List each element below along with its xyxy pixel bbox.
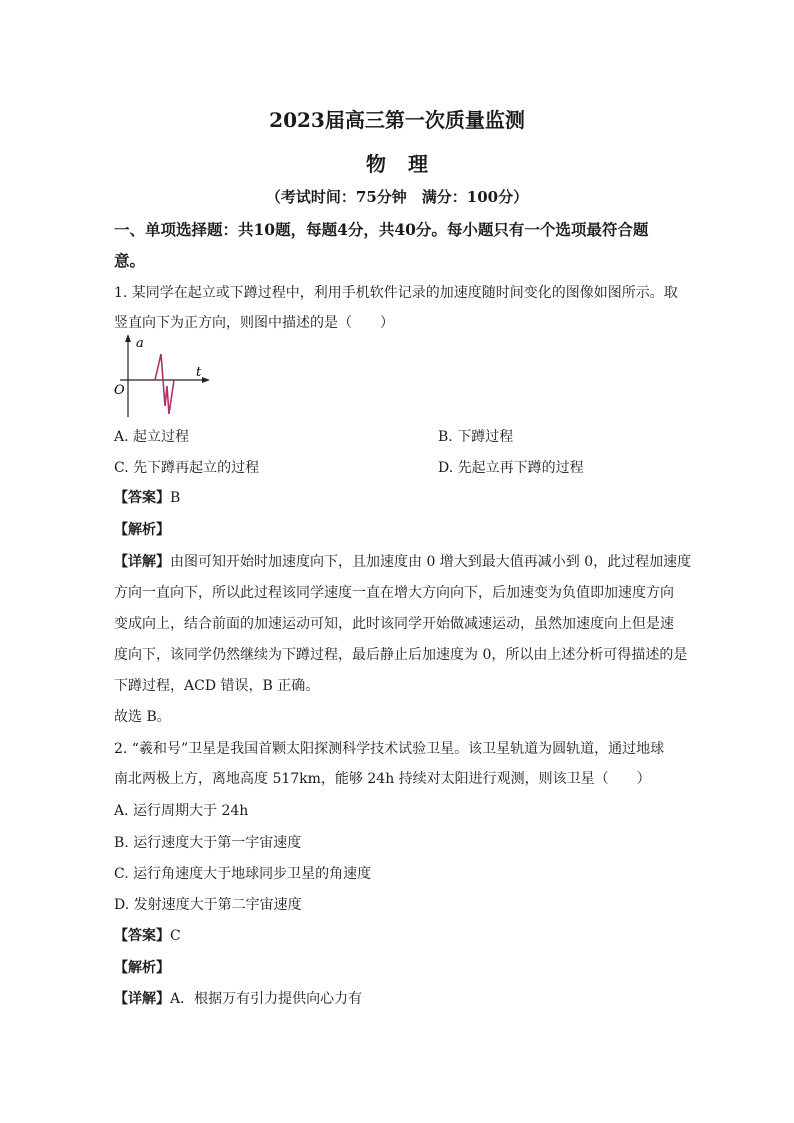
- t-axis-arrow: [202, 377, 210, 383]
- section-heading-line-2: 意。: [114, 251, 146, 270]
- acceleration-time-graph: [108, 332, 218, 422]
- subject-char-2: 理: [408, 152, 428, 176]
- answer-tag: 【答案】: [114, 490, 170, 506]
- q1-detail-line-4: 度向下，该同学仍然继续为下蹲过程，最后静止后加速度为 0，所以由上述分析可得描述的是: [114, 647, 688, 663]
- q1-option-d: D. 先起立再下蹲的过程: [438, 460, 584, 476]
- page-title: 2023届高三第一次质量监测: [269, 108, 525, 132]
- q2-option-b: B. 运行速度大于第一宇宙速度: [114, 835, 302, 851]
- detail-text: 由图可知开始时加速度向下，且加速度由 0 增大到最大值再减小到 0，此过程加速度: [170, 554, 692, 570]
- origin-label: O: [114, 383, 125, 398]
- q1-stem-line-2: 竖直向下为正方向，则图中描述的是（ ）: [114, 315, 394, 331]
- q2-stem-line-2: 南北两极上方，离地高度 517km，能够 24h 持续对太阳进行观测，则该卫星（ ）: [114, 771, 651, 787]
- q1-option-a: A. 起立过程: [114, 429, 190, 445]
- q1-detail-line-3: 变成向上，结合前面的加速运动可知，此时该同学开始做减速运动，虽然加速度向上但是速: [114, 616, 674, 632]
- q2-detail-line-1: [114, 988, 362, 1008]
- answer-tag: 【答案】: [114, 928, 170, 944]
- q1-detail-line-1: [114, 551, 691, 571]
- q1-detail-line-5: 下蹲过程，ACD 错误，B 正确。: [114, 678, 320, 694]
- exam-info: （考试时间：75分钟 满分：100分）: [265, 188, 529, 206]
- q1-conclusion: 故选 B。: [114, 709, 171, 725]
- q2-answer: [114, 925, 181, 945]
- answer-value: B: [170, 490, 181, 506]
- detail-tag: 【详解】: [114, 991, 170, 1007]
- subject-heading: [0, 148, 794, 177]
- q2-option-d: D. 发射速度大于第二宇宙速度: [114, 897, 302, 913]
- q1-stem-line-1: 1. 某同学在起立或下蹲过程中，利用手机软件记录的加速度随时间变化的图像如图所示。取: [114, 285, 678, 301]
- q2-analysis-tag: 【解析】: [114, 960, 170, 976]
- a-axis-label: a: [136, 336, 144, 351]
- answer-value: C: [170, 928, 181, 944]
- q2-option-c: C. 运行角速度大于地球同步卫星的角速度: [114, 866, 372, 882]
- detail-text: A．根据万有引力提供向心力有: [170, 991, 363, 1007]
- acceleration-curve: [155, 354, 174, 414]
- section-heading-line-1: 一、单项选择题：共10题，每题4分，共40分。每小题只有一个选项最符合题: [114, 220, 649, 239]
- subject-char-1: 物: [366, 152, 386, 176]
- t-axis-label: t: [196, 365, 202, 380]
- q1-detail-line-2: 方向一直向下，所以此过程该同学速度一直在增大方向向下，后加速变为负值即加速度方向: [114, 585, 674, 601]
- q1-option-c: C. 先下蹲再起立的过程: [114, 460, 260, 476]
- q1-analysis-tag: 【解析】: [114, 522, 170, 538]
- q2-option-a: A. 运行周期大于 24h: [114, 803, 249, 819]
- q1-option-b: B. 下蹲过程: [438, 429, 514, 445]
- q2-stem-line-1: 2. “羲和号”卫星是我国首颗太阳探测科学技术试验卫星。该卫星轨道为圆轨道，通过地球: [114, 741, 665, 757]
- a-axis-arrow: [125, 334, 131, 342]
- detail-tag: 【详解】: [114, 554, 170, 570]
- q1-answer: [114, 487, 180, 507]
